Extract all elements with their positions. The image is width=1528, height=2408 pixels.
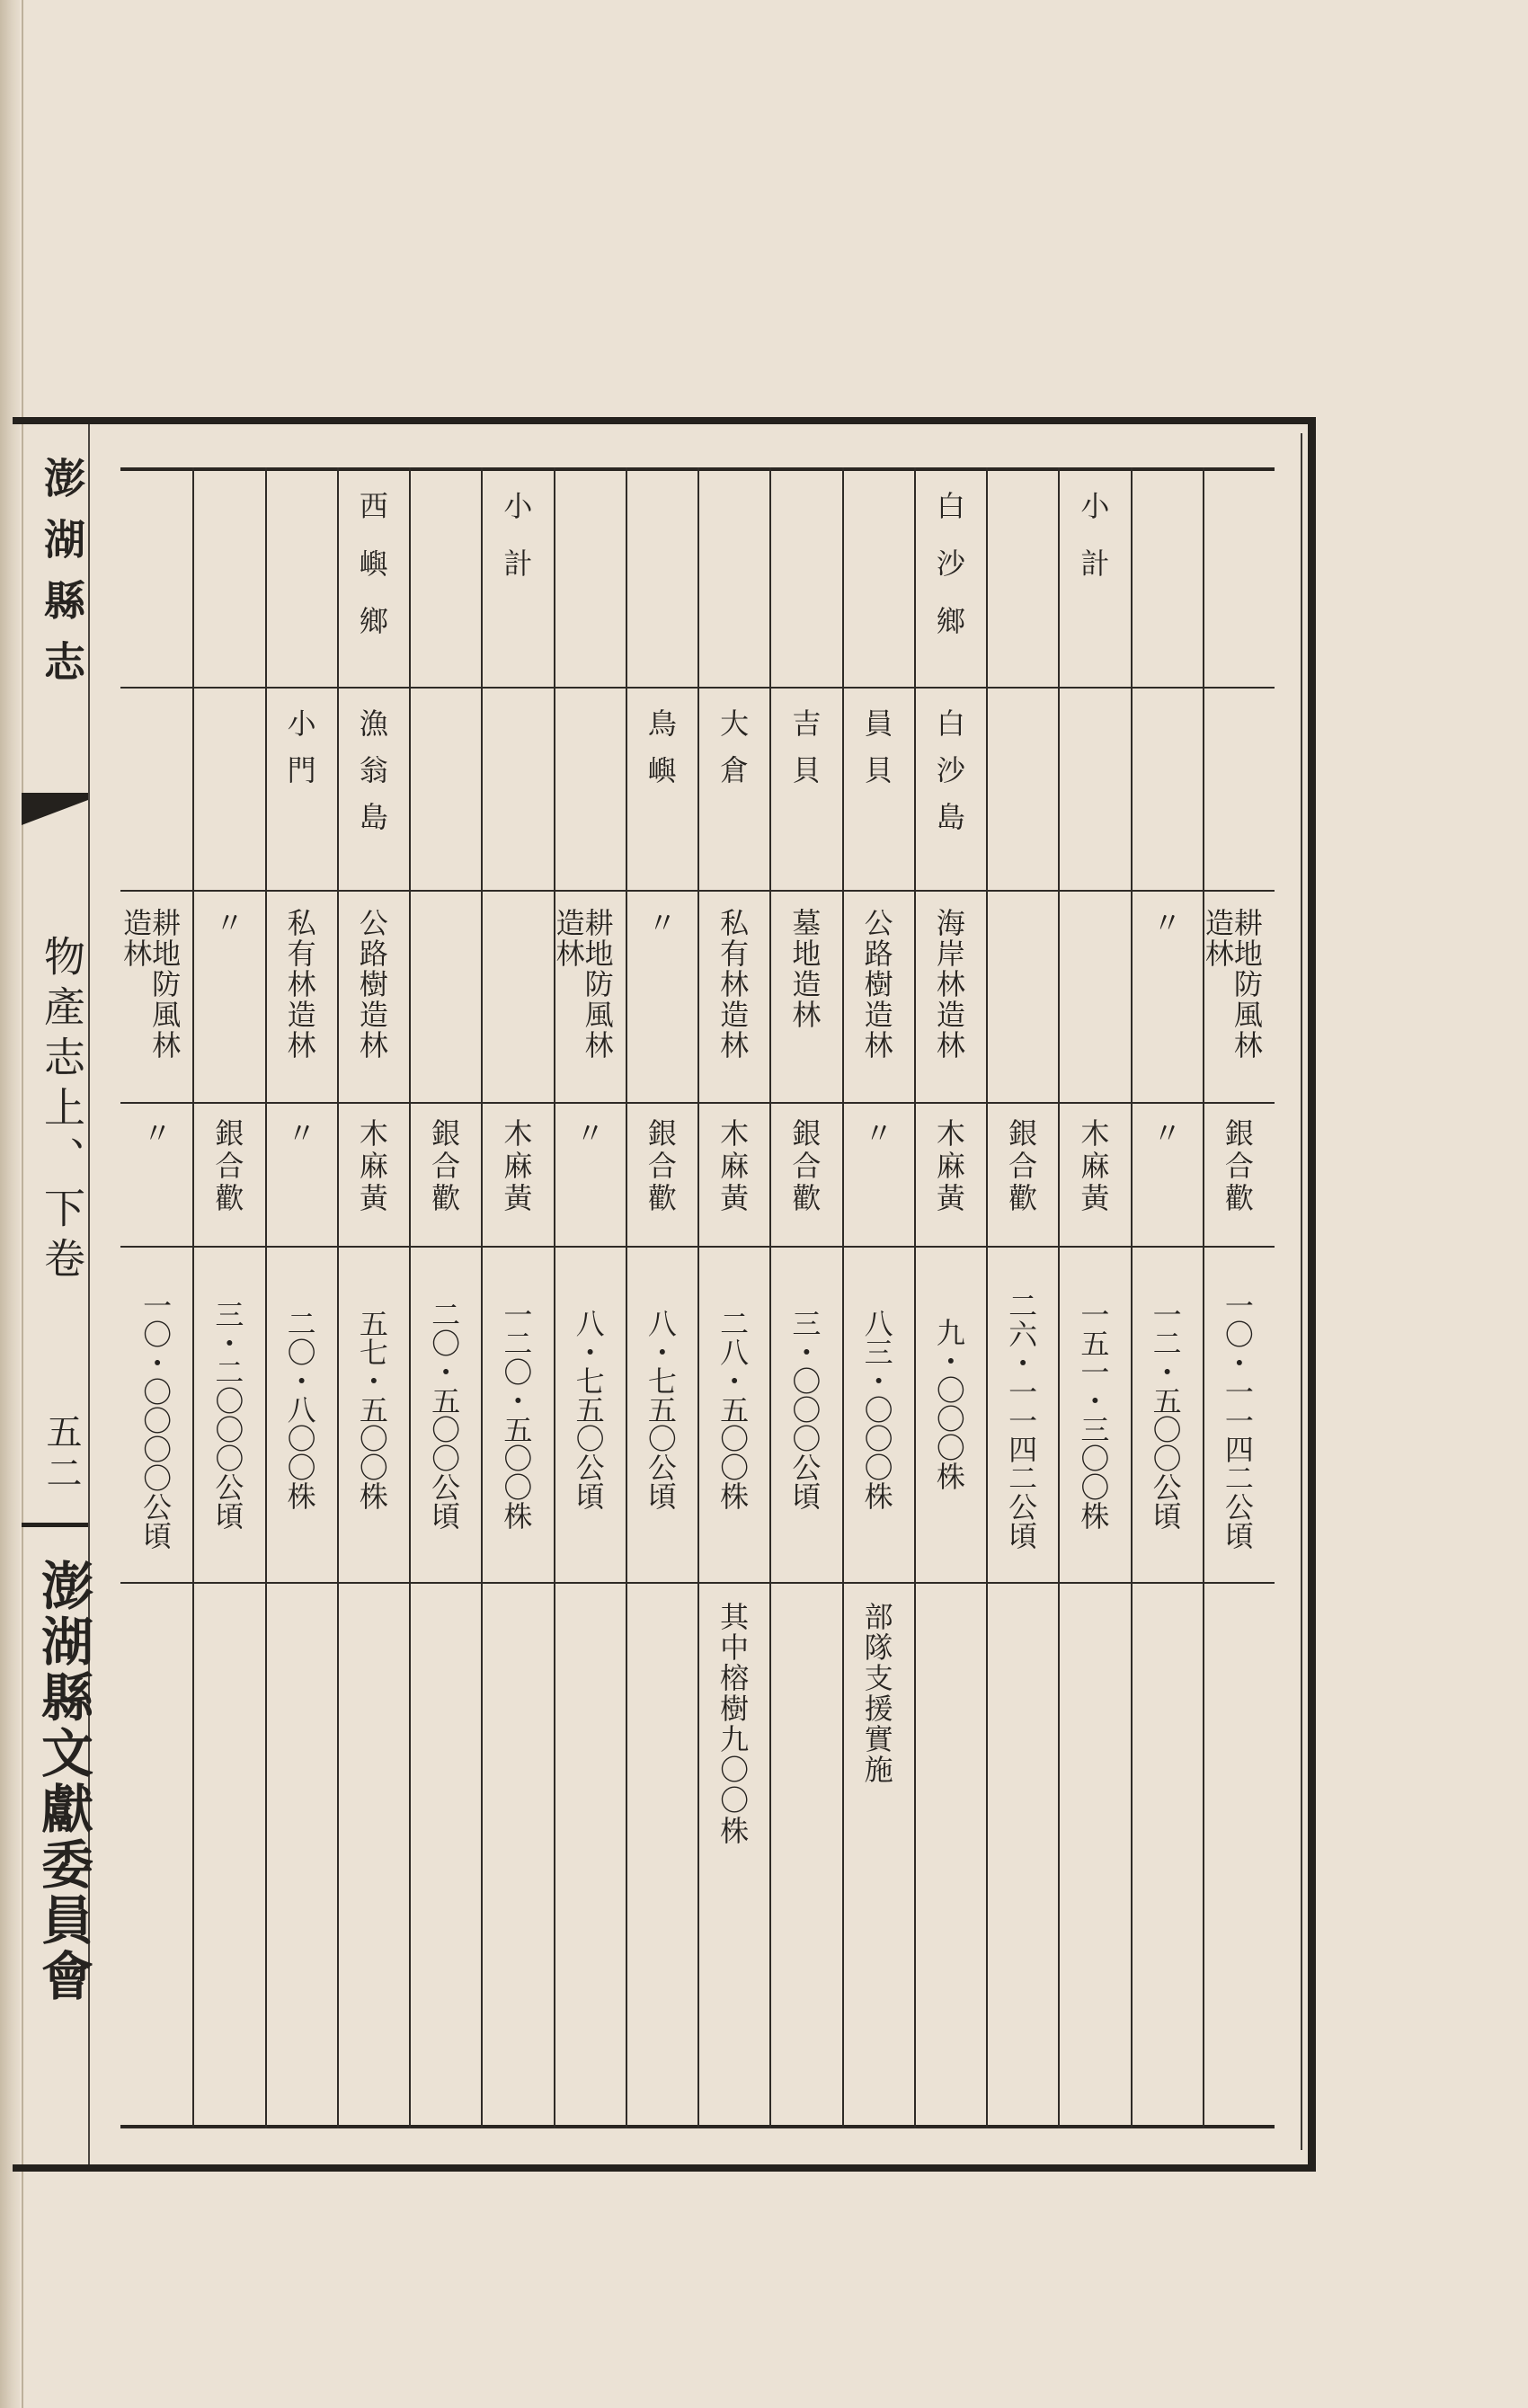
quantity-cell: 三・〇〇〇公頃 <box>787 1309 822 1510</box>
table-column-rule <box>265 467 267 2128</box>
tree-species-cell: 銀合歡 <box>643 1118 678 1215</box>
book-title: 澎湖縣志 <box>38 457 86 701</box>
island-cell: 漁翁島 <box>354 708 389 849</box>
table-column-rule <box>192 467 194 2128</box>
tree-species-cell: 〃 <box>1148 1118 1183 1151</box>
publisher-name: 澎湖縣文獻委員會 <box>32 1559 93 2004</box>
quantity-cell: 八・七五〇公頃 <box>643 1309 678 1510</box>
township-cell: 白沙鄉 <box>931 491 966 663</box>
table-column-rule <box>409 467 411 2128</box>
table-column-rule <box>1131 467 1133 2128</box>
forest-type-cell: 耕地防風林 <box>1229 908 1264 1061</box>
tree-species-cell: 木麻黃 <box>931 1118 966 1215</box>
forest-type-cell: 〃 <box>210 908 245 938</box>
tree-species-cell: 木麻黃 <box>1076 1118 1111 1215</box>
table-column-rule <box>337 467 339 2128</box>
quantity-cell: 一二〇・五〇〇株 <box>499 1300 534 1530</box>
island-cell: 吉貝 <box>787 708 822 802</box>
quantity-cell: 八三・〇〇〇株 <box>859 1309 894 1510</box>
township-cell: 小計 <box>1076 491 1111 606</box>
tree-species-cell: 木麻黃 <box>354 1118 389 1215</box>
quantity-cell: 九・〇〇〇株 <box>931 1318 966 1490</box>
quantity-cell: 一五一・三〇〇株 <box>1076 1300 1111 1530</box>
forest-type-cell: 海岸林造林 <box>931 908 966 1061</box>
quantity-cell: 一〇・一一四二公頃 <box>1220 1291 1255 1550</box>
remark-cell: 其中榕樹九〇〇株 <box>715 1602 751 1846</box>
forest-type-cell-cont: 造林 <box>119 908 154 969</box>
quantity-cell: 二〇・五〇〇公頃 <box>427 1300 462 1530</box>
table-column-rule <box>697 467 699 2128</box>
tree-species-cell: 〃 <box>571 1118 606 1151</box>
quantity-cell: 二六・一一四二公頃 <box>1004 1291 1039 1550</box>
forest-type-cell-cont: 造林 <box>1200 908 1235 969</box>
quantity-cell: 一二・五〇〇公頃 <box>1148 1300 1183 1530</box>
tree-species-cell: 〃 <box>859 1118 894 1151</box>
island-cell: 員貝 <box>859 708 894 802</box>
township-cell: 西嶼鄉 <box>354 491 389 663</box>
island-cell: 小門 <box>282 708 317 802</box>
table-column-rule <box>914 467 916 2128</box>
tree-species-cell: 銀合歡 <box>787 1118 822 1215</box>
island-cell: 大倉 <box>715 708 751 802</box>
quantity-cell: 二〇・八〇〇株 <box>282 1309 317 1510</box>
remark-cell: 部隊支援實施 <box>859 1602 894 1785</box>
table-column-rule <box>769 467 771 2128</box>
quantity-cell: 一〇・〇〇〇〇公頃 <box>138 1291 173 1550</box>
spine-fishtail-ornament <box>22 800 88 825</box>
quantity-cell: 三・二〇〇〇公頃 <box>210 1300 245 1530</box>
quantity-cell: 八・七五〇公頃 <box>571 1309 606 1510</box>
tree-species-cell: 〃 <box>138 1118 173 1151</box>
forest-type-cell: 私有林造林 <box>282 908 317 1061</box>
spine-rule <box>22 1523 88 1527</box>
table-column-rule <box>626 467 627 2128</box>
table-column-rule <box>1203 467 1204 2128</box>
tree-species-cell: 銀合歡 <box>427 1118 462 1215</box>
tree-species-cell: 銀合歡 <box>210 1118 245 1215</box>
forest-type-cell: 〃 <box>1148 908 1183 938</box>
tree-species-cell: 木麻黃 <box>499 1118 534 1215</box>
table-column-rule <box>986 467 988 2128</box>
forest-type-cell: 墓地造林 <box>787 908 822 1030</box>
forest-type-cell-cont: 造林 <box>551 908 586 969</box>
quantity-cell: 二八・五〇〇株 <box>715 1309 751 1510</box>
table-column-rule <box>481 467 483 2128</box>
quantity-cell: 五七・五〇〇株 <box>354 1309 389 1510</box>
volume-title: 物產志上、下卷 <box>38 935 86 1287</box>
frame-inner-rule <box>1301 433 1302 2150</box>
table-column-rule <box>1058 467 1060 2128</box>
afforestation-table <box>120 467 1275 2128</box>
township-cell: 小計 <box>499 491 534 606</box>
forest-type-cell: 私有林造林 <box>715 908 751 1061</box>
tree-species-cell: 〃 <box>282 1118 317 1151</box>
page-number: 五二 <box>40 1413 82 1496</box>
tree-species-cell: 銀合歡 <box>1004 1118 1039 1215</box>
forest-type-cell: 公路樹造林 <box>859 908 894 1061</box>
tree-species-cell: 木麻黃 <box>715 1118 751 1215</box>
island-cell: 鳥嶼 <box>643 708 678 802</box>
forest-type-cell: 〃 <box>643 908 678 938</box>
table-column-rule <box>554 467 555 2128</box>
spine-black-block <box>22 793 88 800</box>
page-spine <box>22 424 93 2164</box>
forest-type-cell: 耕地防風林 <box>580 908 615 1061</box>
forest-type-cell: 公路樹造林 <box>354 908 389 1061</box>
forest-type-cell: 耕地防風林 <box>147 908 182 1061</box>
island-cell: 白沙島 <box>931 708 966 849</box>
tree-species-cell: 銀合歡 <box>1220 1118 1255 1215</box>
table-column-rule <box>842 467 844 2128</box>
